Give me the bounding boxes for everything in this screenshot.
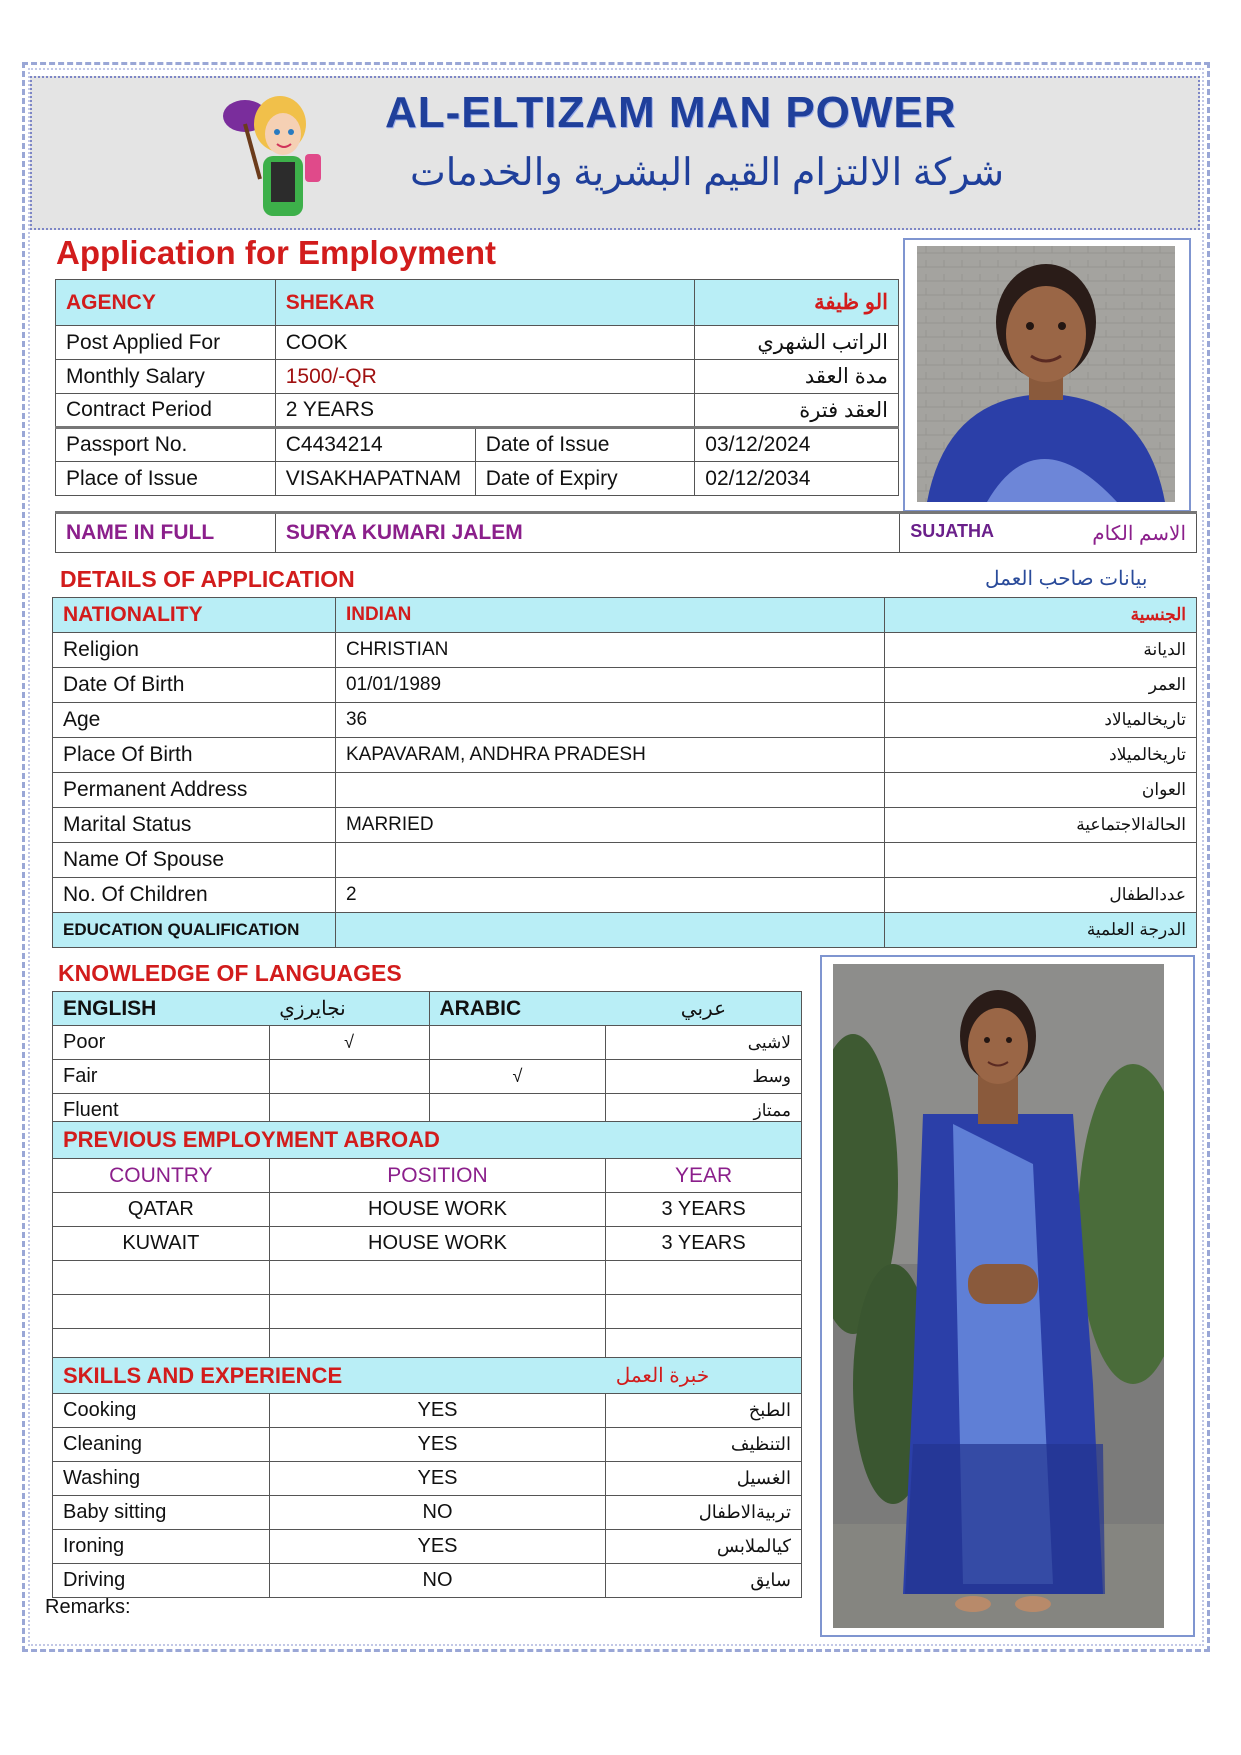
details-row xyxy=(53,633,1197,668)
skill-arabic: تربيةالاطفال xyxy=(606,1496,802,1530)
detail-value: MARRIED xyxy=(335,808,884,843)
details-row xyxy=(53,843,1197,878)
skill-row xyxy=(53,1564,802,1598)
remarks-label: Remarks: xyxy=(45,1596,131,1618)
details-row xyxy=(53,808,1197,843)
contract-label: Contract Period xyxy=(56,394,276,428)
detail-value: CHRISTIAN xyxy=(335,633,884,668)
details-row xyxy=(53,878,1197,913)
detail-value: KAPAVARAM, ANDHRA PRADESH xyxy=(335,738,884,773)
detail-arabic: الدرجة العلمية xyxy=(885,913,1197,948)
skill-row xyxy=(53,1428,802,1462)
details-row xyxy=(53,703,1197,738)
skill-arabic: كيالملابس xyxy=(606,1530,802,1564)
detail-value: 01/01/1989 xyxy=(335,668,884,703)
language-row xyxy=(53,1060,802,1094)
skill-name: Baby sitting xyxy=(53,1496,270,1530)
skill-arabic: الطبخ xyxy=(606,1394,802,1428)
position-header: POSITION xyxy=(269,1159,606,1193)
maid-cartoon-icon xyxy=(205,84,340,229)
contract-arabic: العقد فترة xyxy=(695,394,899,428)
arabic-mark: √ xyxy=(429,1060,606,1094)
salary-label: Monthly Salary xyxy=(56,360,276,394)
skill-row xyxy=(53,1530,802,1564)
agency-value: SHEKAR xyxy=(275,280,695,326)
details-row xyxy=(53,738,1197,773)
employment-country xyxy=(53,1295,270,1329)
english-mark: √ xyxy=(269,1026,429,1060)
detail-arabic: تاريخالميالاد xyxy=(885,703,1197,738)
detail-arabic: الحالةالاجتماعية xyxy=(885,808,1197,843)
details-row xyxy=(53,668,1197,703)
employment-country xyxy=(53,1261,270,1295)
detail-value xyxy=(335,913,884,948)
skill-value: YES xyxy=(269,1394,605,1428)
details-row xyxy=(53,913,1197,948)
skills-section-title-arabic: خبرة العمل xyxy=(606,1358,802,1394)
skill-row xyxy=(53,1394,802,1428)
employment-row xyxy=(53,1261,802,1295)
languages-table xyxy=(52,991,802,1128)
employment-row xyxy=(53,1227,802,1261)
agency-label: AGENCY xyxy=(56,280,276,326)
details-row xyxy=(53,598,1197,633)
details-row xyxy=(53,773,1197,808)
detail-arabic: الجنسية xyxy=(885,598,1197,633)
skills-section-title: SKILLS AND EXPERIENCE xyxy=(53,1358,606,1394)
skill-arabic: سايق xyxy=(606,1564,802,1598)
employment-country: KUWAIT xyxy=(53,1227,270,1261)
skill-arabic: الغسيل xyxy=(606,1462,802,1496)
skill-value: NO xyxy=(269,1496,605,1530)
english-mark xyxy=(269,1060,429,1094)
issue-date-value: 03/12/2024 xyxy=(695,428,899,462)
skill-arabic: التنظيف xyxy=(606,1428,802,1462)
skill-value: YES xyxy=(269,1428,605,1462)
passport-label: Passport No. xyxy=(56,428,276,462)
detail-arabic xyxy=(885,843,1197,878)
employment-position: HOUSE WORK xyxy=(269,1227,606,1261)
salary-value: 1500/-QR xyxy=(275,360,695,394)
level-arabic: لاشيى xyxy=(606,1026,802,1060)
arabic-header: ARABIC xyxy=(429,992,606,1026)
skill-name: Washing xyxy=(53,1462,270,1496)
employment-year: 3 YEARS xyxy=(606,1193,802,1227)
skill-row xyxy=(53,1496,802,1530)
skill-name: Ironing xyxy=(53,1530,270,1564)
post-value: COOK xyxy=(275,326,695,360)
english-header: ENGLISH xyxy=(53,992,270,1026)
arabic-header-arabic: عربي xyxy=(606,992,802,1026)
agency-arabic: الو ظيفة xyxy=(695,280,899,326)
passport-value: C4434214 xyxy=(275,428,475,462)
detail-arabic: الديانة xyxy=(885,633,1197,668)
employment-year xyxy=(606,1261,802,1295)
place-issue-value: VISAKHAPATNAM xyxy=(275,462,475,496)
contract-value: 2 YEARS xyxy=(275,394,695,428)
detail-value xyxy=(335,773,884,808)
skills-table xyxy=(52,1357,802,1598)
detail-label: EDUCATION QUALIFICATION xyxy=(53,913,336,948)
language-level: Poor xyxy=(53,1026,270,1060)
country-header: COUNTRY xyxy=(53,1159,270,1193)
detail-arabic: عددالطفال xyxy=(885,878,1197,913)
language-level: Fair xyxy=(53,1060,270,1094)
applicant-full-length-photo xyxy=(833,964,1164,1628)
details-table xyxy=(52,597,1197,948)
detail-label: Name Of Spouse xyxy=(53,843,336,878)
name-label: NAME IN FULL xyxy=(56,513,276,553)
employment-section-title: PREVIOUS EMPLOYMENT ABROAD xyxy=(53,1122,802,1159)
skill-value: YES xyxy=(269,1462,605,1496)
skill-name: Cleaning xyxy=(53,1428,270,1462)
detail-arabic: العمر xyxy=(885,668,1197,703)
skill-row xyxy=(53,1462,802,1496)
employment-table xyxy=(52,1121,802,1363)
expiry-label: Date of Expiry xyxy=(475,462,695,496)
employment-row xyxy=(53,1193,802,1227)
issue-date-label: Date of Issue xyxy=(475,428,695,462)
skill-name: Driving xyxy=(53,1564,270,1598)
applicant-portrait-photo xyxy=(917,246,1175,502)
level-arabic: وسط xyxy=(606,1060,802,1094)
employment-position xyxy=(269,1261,606,1295)
name-value: SURYA KUMARI JALEM xyxy=(275,513,899,553)
detail-label: Marital Status xyxy=(53,808,336,843)
page-title: Application for Employment xyxy=(56,234,497,271)
detail-value: INDIAN xyxy=(335,598,884,633)
detail-value xyxy=(335,843,884,878)
company-name-arabic: شركة الالتزام القيم البشرية والخدمات xyxy=(410,152,1005,194)
employment-year xyxy=(606,1295,802,1329)
company-name-english: AL-ELTIZAM MAN POWER xyxy=(385,88,957,137)
employment-position xyxy=(269,1295,606,1329)
details-section-title-arabic: بيانات صاحب العمل xyxy=(985,568,1148,590)
detail-label: Religion xyxy=(53,633,336,668)
skill-value: NO xyxy=(269,1564,605,1598)
salary-arabic: مدة العقد xyxy=(695,360,899,394)
detail-label: No. Of Children xyxy=(53,878,336,913)
detail-label: Place Of Birth xyxy=(53,738,336,773)
name-arabic: الاسم الكام xyxy=(1092,522,1186,545)
arabic-mark xyxy=(429,1026,606,1060)
detail-value: 36 xyxy=(335,703,884,738)
detail-label: Permanent Address xyxy=(53,773,336,808)
details-section-title: DETAILS OF APPLICATION xyxy=(60,566,355,592)
post-arabic: الراتب الشهري xyxy=(695,326,899,360)
employment-position: HOUSE WORK xyxy=(269,1193,606,1227)
job-info-table xyxy=(55,279,899,496)
language-level: Fluent xyxy=(53,1094,270,1128)
full-name-table xyxy=(55,511,1197,553)
employment-row xyxy=(53,1295,802,1329)
level-arabic: ممتاز xyxy=(606,1094,802,1128)
post-label: Post Applied For xyxy=(56,326,276,360)
year-header: YEAR xyxy=(606,1159,802,1193)
employment-year: 3 YEARS xyxy=(606,1227,802,1261)
detail-label: NATIONALITY xyxy=(53,598,336,633)
detail-label: Age xyxy=(53,703,336,738)
detail-arabic: العوان xyxy=(885,773,1197,808)
languages-section-title: KNOWLEDGE OF LANGUAGES xyxy=(58,960,402,986)
english-header-arabic: نجايرزي xyxy=(269,992,429,1026)
place-issue-label: Place of Issue xyxy=(56,462,276,496)
employment-country: QATAR xyxy=(53,1193,270,1227)
name-alias: SUJATHA xyxy=(910,520,994,541)
detail-label: Date Of Birth xyxy=(53,668,336,703)
language-row xyxy=(53,1026,802,1060)
skill-name: Cooking xyxy=(53,1394,270,1428)
detail-value: 2 xyxy=(335,878,884,913)
skill-value: YES xyxy=(269,1530,605,1564)
expiry-value: 02/12/2034 xyxy=(695,462,899,496)
detail-arabic: تاريخالميلاد xyxy=(885,738,1197,773)
